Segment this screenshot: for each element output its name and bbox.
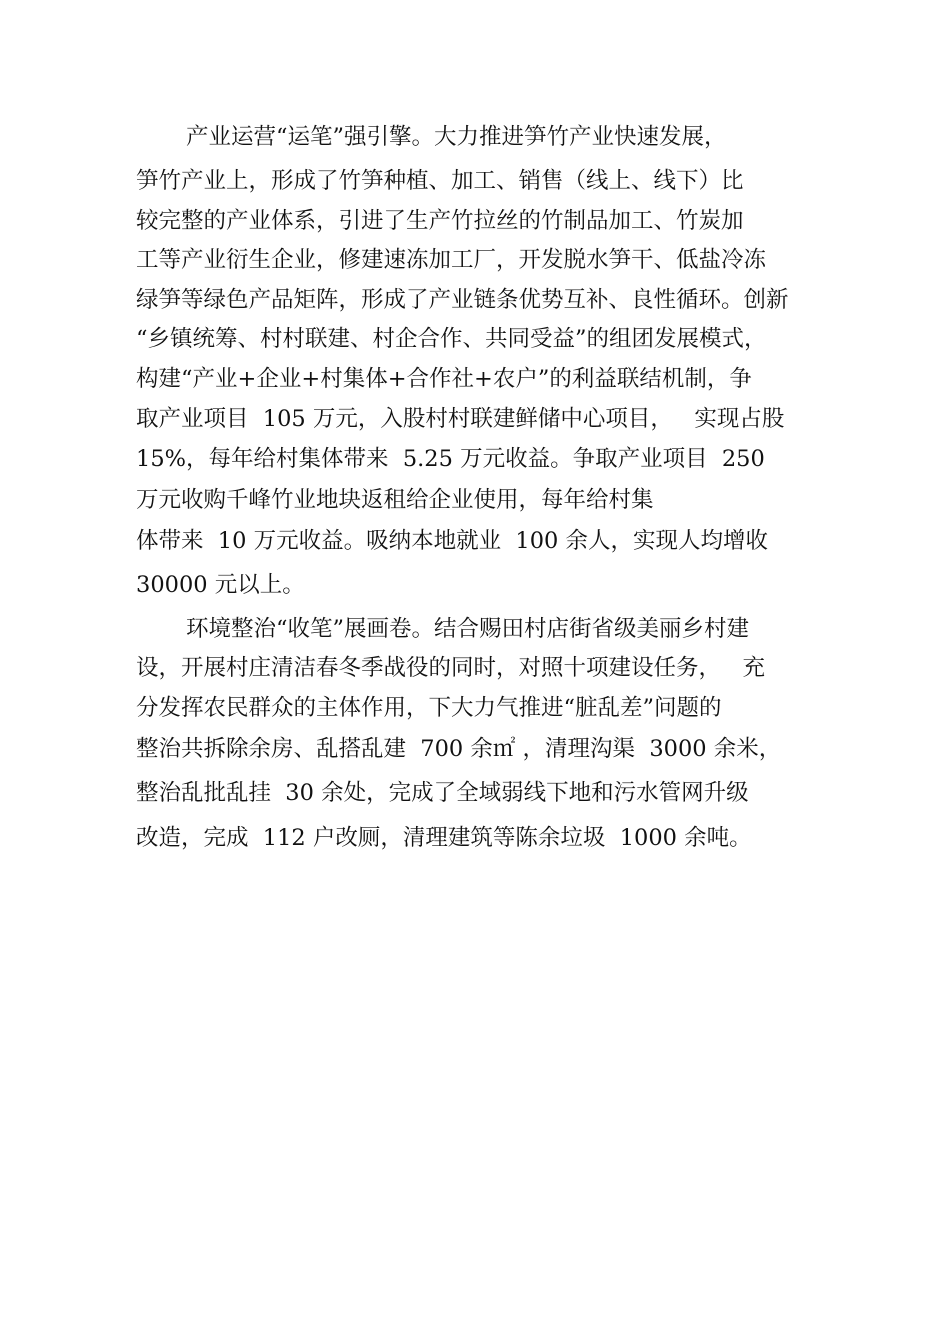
paragraph-1-line-6: “乡镇统筹、村村联建、村企合作、共同受益”的组团发展模式， [136,326,767,352]
paragraph-1-line-7: 构建“产业+企业+村集体+合作社+农户”的利益联结机制，争 [136,366,752,392]
paragraph-2-line-6: 改造，完成 112 户改厕，清理建筑等陈余垃圾 1000 余吨。 [136,825,752,851]
paragraph-1-line-4: 工等产业衍生企业，修建速冻加工厂，开发脱水笋干、低盐冷冻 [136,247,767,273]
paragraph-2-line-4: 整治共拆除余房、乱搭乱建 700 余㎡ ，清理沟渠 3000 余米， [136,736,782,762]
paragraph-2-line-3: 分发挥农民群众的主体作用，下大力气推进“脏乱差”问题的 [136,695,722,721]
paragraph-1-line-12: 30000 元以上。 [136,572,305,598]
paragraph-2-line-5: 整治乱批乱挂 30 余处，完成了全域弱线下地和污水管网升级 [136,780,749,806]
paragraph-1-line-8: 取产业项目 105 万元，入股村村联建鲜储中心项目， 实现占股 [136,406,785,432]
paragraph-1-line-9: 15%，每年给村集体带来 5.25 万元收益。争取产业项目 250 [136,446,765,472]
paragraph-2-line-1: 环境整治“收笔”展画卷。结合赐田村店街省级美丽乡村建 [186,616,750,642]
paragraph-1-line-1: 产业运营“运笔”强引擎。大力推进笋竹产业快速发展， [186,124,727,150]
paragraph-1-line-11: 体带来 10 万元收益。吸纳本地就业 100 余人，实现人均增收 [136,528,768,554]
paragraph-1-line-10: 万元收购千峰竹业地块返租给企业使用，每年给村集 [136,487,654,513]
paragraph-1-line-3: 较完整的产业体系，引进了生产竹拉丝的竹制品加工、竹炭加 [136,208,744,234]
paragraph-2-line-2: 设，开展村庄清洁春冬季战役的同时，对照十项建设任务， 充 [136,655,765,681]
paragraph-1-line-2: 笋竹产业上，形成了竹笋种植、加工、销售（线上、线下）比 [136,168,744,194]
paragraph-1-line-5: 绿笋等绿色产品矩阵，形成了产业链条优势互补、良性循环。创新 [136,287,789,313]
